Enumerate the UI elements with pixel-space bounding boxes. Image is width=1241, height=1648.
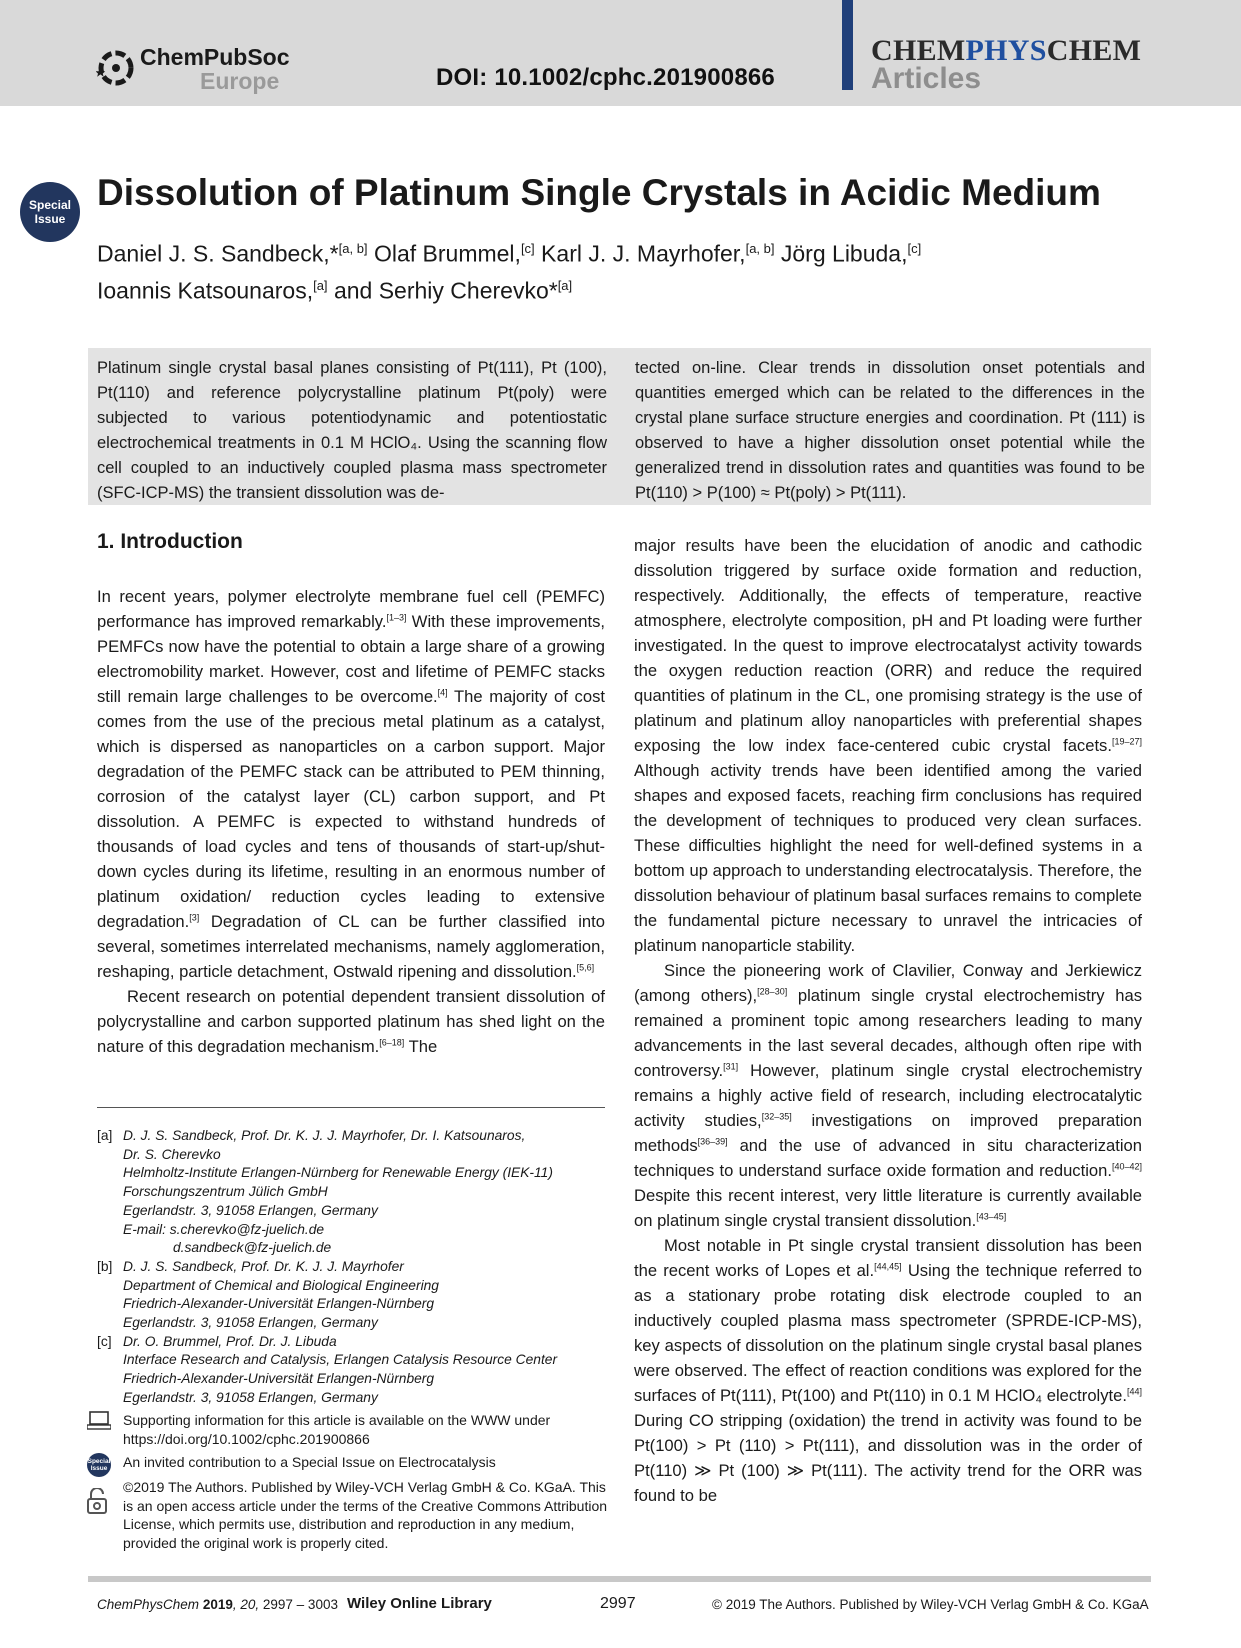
affiliation-footnotes [97, 1127, 607, 1408]
invited-notice [87, 1453, 607, 1472]
journal-section: Articles [871, 62, 982, 95]
license-notice [97, 1478, 607, 1553]
footer-rule [88, 1576, 1151, 1582]
citation[interactable]: [4] [437, 687, 448, 698]
citation[interactable]: [6–18] [379, 1037, 405, 1048]
author: Jörg Libuda, [774, 240, 908, 267]
abstract-box [88, 348, 1151, 505]
journal-bar [842, 0, 853, 90]
page-number: 2997 [600, 1595, 636, 1612]
affiliation-a: [a] D. J. S. Sandbeck, Prof. Dr. K. J. J. Mayrhofer, Dr. I. Katsounaros, Dr. S. Cherevko Helmholtz-Institute Erlangen-Nürnberg for Renewable Energy (IEK-11) Forschungszentrum Jülich GmbH Egerlandstr. 3, 91058 Erlangen, Germany E-mail: s.cherevko@fz-juelich.de d.sandbeck@fz-juelich.de [97, 1127, 607, 1258]
citation[interactable]: [5,6] [576, 962, 595, 973]
email-link[interactable]: E-mail: s.cherevko@fz-juelich.de [123, 1221, 325, 1237]
email-link[interactable]: d.sandbeck@fz-juelich.de [173, 1240, 332, 1256]
affiliation-b: [b] D. J. S. Sandbeck, Prof. Dr. K. J. J. Mayrhofer Department of Chemical and Biological Engineering Friedrich-Alexander-Universität Erlangen-Nürnberg Egerlandstr. 3, 91058 Erlangen, Germany [97, 1258, 439, 1331]
journal-name: CHEMPHYSCHEM [871, 34, 1142, 67]
author: Daniel J. S. Sandbeck,* [97, 240, 339, 267]
footer-copyright: © 2019 The Authors. Published by Wiley-VCH Verlag GmbH & Co. KGaA [712, 1597, 1149, 1612]
supporting-info-text[interactable]: Supporting information for this article is available on the WWW under https://doi.org/10.1002/cphc.201900866 [123, 1412, 551, 1447]
svg-text:Issue: Issue [90, 1465, 108, 1472]
footer-citation: ChemPhysChem 2019, 20, 2997 – 3003 [97, 1597, 338, 1612]
body-left-column [97, 584, 605, 1059]
supporting-info-notice [97, 1411, 607, 1448]
paragraph: Recent research on potential dependent transient dissolution of polycrystalline and carbon supported platinum has shed light on the nature of this degradation mechanism.[6–18] The [97, 987, 605, 1056]
license-text: ©2019 The Authors. Published by Wiley-VCH Verlag GmbH & Co. KGaA. This is an open access article under the terms of the Creative Commons Attribution License, which permits use, distribution and reproduction in any medium, provided the original work is properly cited. [123, 1479, 608, 1552]
abstract-right-column: tected on-line. Clear trends in dissolution onset potentials and quantities emerged which can be related to the differences in the crystal plane surface structure energies and coordination. Pt (111) is observed to have a higher dissolution onset potential while the generalized trend in dissolution rates and quantities was found to be Pt(110) > P(100) ≈ Pt(poly) > Pt(111). [635, 359, 1145, 502]
laptop-icon [87, 1411, 111, 1431]
wiley-online-library-link[interactable]: Wiley Online Library [347, 1595, 492, 1612]
citation[interactable]: [32–35] [761, 1111, 792, 1122]
author: Olaf Brummel, [367, 240, 521, 267]
citation[interactable]: [19–27] [1111, 736, 1142, 747]
citation[interactable]: [44] [1126, 1386, 1142, 1397]
section-heading: 1. Introduction [97, 530, 243, 553]
publisher-name: ChemPubSoc [140, 44, 290, 70]
citation[interactable]: [28–30] [757, 986, 788, 997]
paragraph: Since the pioneering work of Clavilier, Conway and Jerkiewicz (among others),[28–30] platinum single crystal electrochemistry has remained a prominent topic among researchers leading to many advancements in the last several decades, although often ripe with controversy.[31] However, platinum single crystal electrochemistry remains a highly active field of research, including electrocatalytic activity studies,[32–35] investigations on improved preparation methods[36–39] and the use of advanced in situ characterization techniques to understand surface oxide formation and reduction.[40–42] Despite this recent interest, very little literature is currently available on platinum single crystal transient dissolution.[43–45] [634, 961, 1143, 1230]
citation[interactable]: [44,45] [874, 1261, 902, 1272]
paragraph: In recent years, polymer electrolyte membrane fuel cell (PEMFC) performance has improved remarkably.[1–3] With these improvements, PEMFCs now have the potential to obtain a large share of a growing electromobility market. However, cost and lifetime of PEMFC stacks still remain large challenges to be overcome.[4] The majority of cost comes from the use of the precious metal platinum as a catalyst, which is dispersed as nanoparticles on a carbon support. Major degradation of the PEMFC stack can be attributed to PEM thinning, corrosion of the catalyst layer (CL) carbon support, and Pt dissolution. A PEMFC is expected to withstand hundreds of thousands of load cycles and tens of thousands of start-up/shut-down cycles during its lifetime, resulting in an enormous number of platinum oxidation/ reduction cycles leading to extensive degradation.[3] Degradation of CL can be further classified into several, sometimes interrelated mechanisms, namely agglomeration, reshaping, particle detachment, Ostwald ripening and dissolution.[5,6] [97, 587, 605, 981]
special-issue-badge[interactable]: Special Issue [20, 182, 80, 242]
invited-text: An invited contribution to a Special Issue on Electrocatalysis [123, 1454, 496, 1470]
paragraph: Most notable in Pt single crystal transient dissolution has been the recent works of Lopes et al.[44,45] Using the technique referred to as a stationary probe rotating disk electrode coupled to an inductively coupled plasma mass spectrometer (SPRDE-ICP-MS), key aspects of dissolution on the platinum single crystal basal planes were observed. The effect of reaction conditions was explored for the surfaces of Pt(111), Pt(100) and Pt(110) in 0.1 M HClO₄ electrolyte.[44] During CO stripping (oxidation) the trend in activity was found to be Pt(100) > Pt (110) > Pt(111), and dissolution was in the order of Pt(110) ≫ Pt (100) ≫ Pt(111). The activity trend for the ORR was found to be [634, 1236, 1142, 1505]
author: Ioannis Katsounaros, [97, 277, 314, 304]
author: and Serhiy Cherevko* [327, 277, 558, 304]
citation[interactable]: [3] [189, 912, 200, 923]
footnote-rule [97, 1107, 605, 1108]
citation[interactable]: [1–3] [386, 612, 407, 623]
author-list: Daniel J. S. Sandbeck,*[a, b] Olaf Brummel,[c] Karl J. J. Mayrhofer,[a, b] Jörg Libuda,[c] Ioannis Katsounaros,[a] and Serhiy Cherevko*[a] [97, 240, 922, 304]
abstract-left-column: Platinum single crystal basal planes consisting of Pt(111), Pt (100), Pt(110) and reference polycrystalline platinum Pt(poly) were subjected to various potentiodynamic and potentiostatic electrochemical treatments in 0.1 M HClO₄. Using the scanning flow cell coupled to an inductively coupled plasma mass spectrometer (SFC-ICP-MS) the transient dissolution was de- [97, 359, 607, 502]
affiliation-c: [c] Dr. O. Brummel, Prof. Dr. J. Libuda Interface Research and Catalysis, Erlangen Catalysis Resource Center Friedrich-Alexander-Universität Erlangen-Nürnberg Egerlandstr. 3, 91058 Erlangen, Germany [97, 1333, 558, 1405]
citation[interactable]: [40–42] [1111, 1161, 1142, 1172]
citation[interactable]: [43–45] [976, 1211, 1007, 1222]
citation[interactable]: [31] [723, 1061, 739, 1072]
article-title: Dissolution of Platinum Single Crystals in Acidic Medium [97, 172, 1101, 213]
paragraph: major results have been the elucidation of anodic and cathodic dissolution triggered by surface oxide formation and reduction, respectively. Additionally, the effects of temperature, reactive atmosphere, electrolyte composition, pH and Pt loading were further investigated. In the quest to improve electrocatalyst activity towards the oxygen reduction reaction (ORR) and reduce the required quantities of platinum in the CL, one promising strategy is the use of platinum and platinum alloy nanoparticles with preferential shapes exposing the low index face-centered cubic crystal facets.[19–27] Although activity trends have been identified among the varied shapes and exposed facets, reaching firm conclusions has required the development of techniques to produced very clean surfaces. These difficulties highlight the need for well-defined systems in a bottom up approach to understanding electrocatalysis. Therefore, the dissolution behaviour of platinum basal surfaces remains to complete the fundamental picture necessary to unravel the intricacies of platinum nanoparticle stability. [634, 536, 1142, 955]
chempubsoc-logo [96, 44, 296, 92]
doi-link[interactable]: DOI: 10.1002/cphc.201900866 [436, 64, 775, 91]
svg-text:Special: Special [87, 1458, 111, 1465]
body-right-column [634, 533, 1142, 1508]
special-issue-icon [87, 1453, 111, 1477]
publisher-sub: Europe [200, 68, 280, 94]
open-lock-icon [87, 1488, 107, 1514]
citation[interactable]: [36–39] [697, 1136, 728, 1147]
author: Karl J. J. Mayrhofer, [534, 240, 746, 267]
star-circle-icon [96, 48, 136, 88]
